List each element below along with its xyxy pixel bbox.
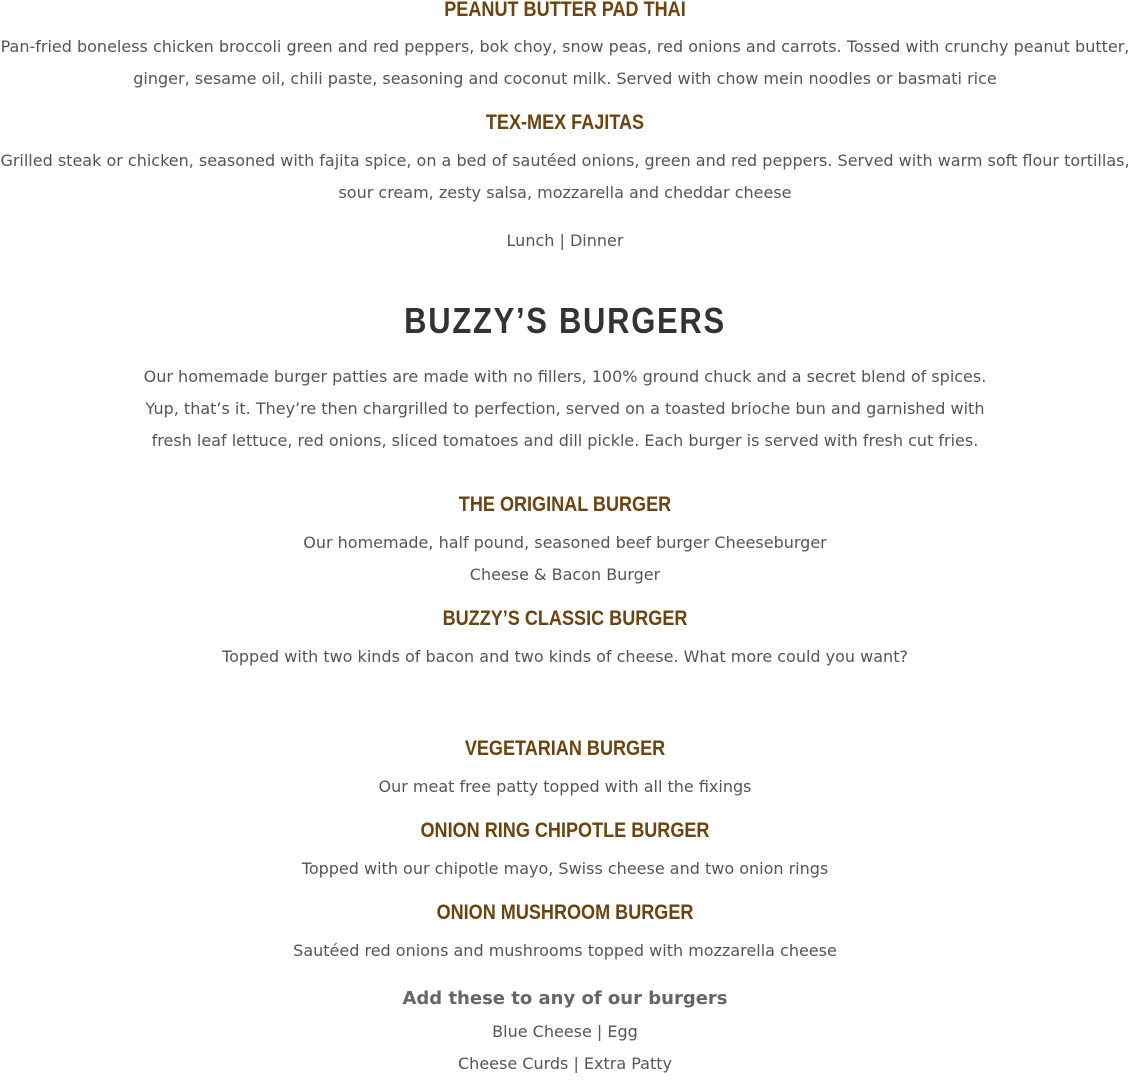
section-intro <box>0 361 1130 457</box>
item-title: THE ORIGINAL BURGER <box>458 493 672 516</box>
item-description <box>0 31 1130 95</box>
description-line: Cheese & Bacon Burger <box>469 565 661 584</box>
item-description <box>0 527 1130 591</box>
item-description <box>0 641 1130 673</box>
item-title: ONION RING CHIPOTLE BURGER <box>420 819 710 842</box>
item-title: VEGETARIAN BURGER <box>464 737 666 760</box>
item-description <box>0 853 1130 885</box>
availability-text: Lunch | Dinner <box>506 231 624 250</box>
description-line: Topped with our chipotle mayo, Swiss cheese and two onion rings <box>301 859 829 878</box>
addon-line: Blue Cheese | Egg <box>492 1022 638 1041</box>
item-description <box>0 145 1130 209</box>
description-line: Our meat free patty topped with all the fixings <box>378 777 752 796</box>
description-line: Pan-fried boneless chicken broccoli green and red peppers, bok choy, snow peas, red onions and carrots. Tossed with crunchy peanut butter, <box>0 37 1130 56</box>
menu-item-vegetarian-burger <box>0 735 1130 763</box>
menu-item-original-burger <box>0 491 1130 519</box>
description-line: Topped with two kinds of bacon and two kinds of cheese. What more could you want? <box>222 647 908 666</box>
intro-line: fresh leaf lettuce, red onions, sliced tomatoes and dill pickle. Each burger is served with fresh cut fries. <box>151 431 979 450</box>
item-title: TEX-MEX FAJITAS <box>485 111 645 134</box>
section-title: BUZZY’S BURGERS <box>404 300 726 341</box>
availability <box>0 225 1130 257</box>
menu-item-onion-mushroom-burger <box>0 899 1130 927</box>
menu-item-onion-ring-chipotle-burger <box>0 817 1130 845</box>
description-line: Sautéed red onions and mushrooms topped with mozzarella cheese <box>293 941 837 960</box>
item-description <box>0 771 1130 803</box>
description-line: ginger, sesame oil, chili paste, seasoning and coconut milk. Served with chow mein noodles or basmati rice <box>133 69 997 88</box>
description-line: sour cream, zesty salsa, mozzarella and cheddar cheese <box>338 183 792 202</box>
item-description <box>0 935 1130 967</box>
item-title: PEANUT BUTTER PAD THAI <box>444 0 686 21</box>
addons-title: Add these to any of our burgers <box>402 988 728 1009</box>
description-line: Our homemade, half pound, seasoned beef burger Cheeseburger <box>303 533 827 552</box>
item-title: ONION MUSHROOM BURGER <box>436 901 694 924</box>
description-line: Grilled steak or chicken, seasoned with fajita spice, on a bed of sautéed onions, green and red peppers. Served with warm soft flour tortillas, <box>0 151 1130 170</box>
menu-item-classic-burger <box>0 605 1130 633</box>
item-title: BUZZY’S CLASSIC BURGER <box>442 607 688 630</box>
intro-line: Yup, that’s it. They’re then chargrilled to perfection, served on a toasted brioche bun and garnished with <box>145 399 985 418</box>
section-burgers <box>0 299 1130 343</box>
addons-list <box>0 1016 1130 1080</box>
menu-item-fajitas <box>0 109 1130 137</box>
menu-item-pad-thai <box>0 0 1130 24</box>
addon-line: Cheese Curds | Extra Patty <box>458 1054 672 1073</box>
addons <box>0 986 1130 1012</box>
intro-line: Our homemade burger patties are made with no fillers, 100% ground chuck and a secret blend of spices. <box>143 367 987 386</box>
